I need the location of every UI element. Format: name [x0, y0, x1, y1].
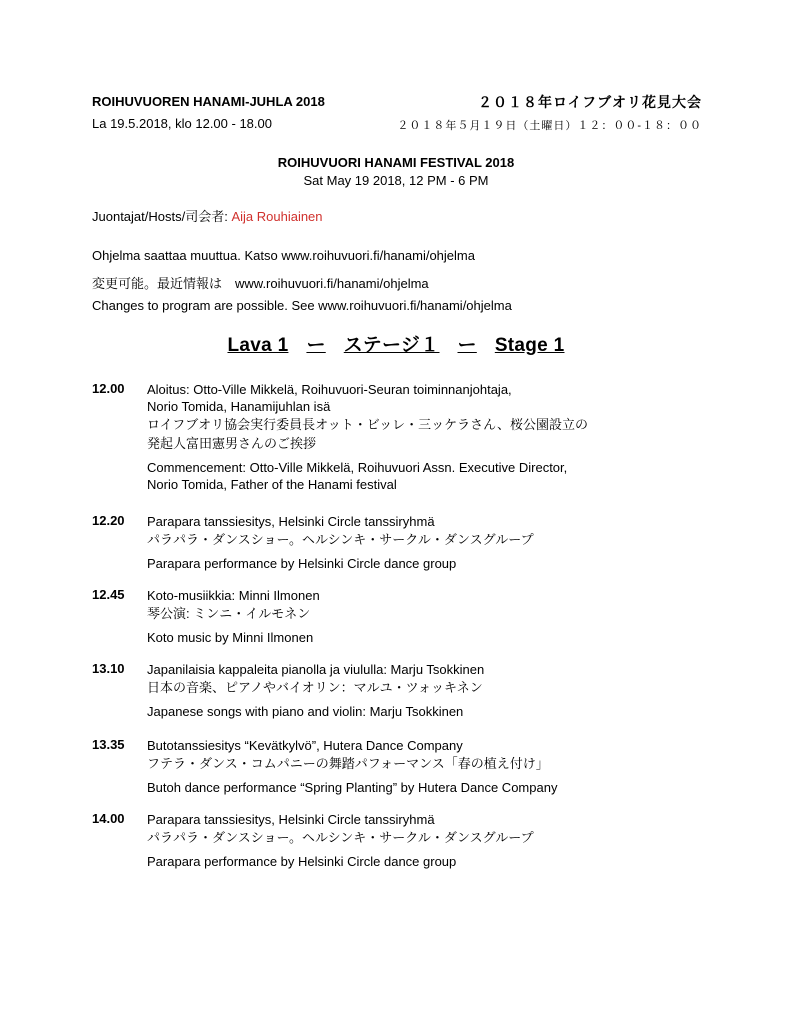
program-description	[147, 811, 732, 870]
festival-title: ROIHUVUORI HANAMI FESTIVAL 2018	[277, 155, 515, 170]
program-text-finnish: Japanilaisia kappaleita pianolla ja viululla: Marju Tsokkinen	[147, 662, 485, 677]
program-text-english: Norio Tomida, Father of the Hanami festival	[147, 477, 397, 492]
program-text-english: Parapara performance by Helsinki Circle dance group	[147, 854, 457, 869]
stage-heading-separator: ー	[457, 335, 477, 356]
program-text-finnish: Koto-musiikkia: Minni Ilmonen	[147, 588, 320, 603]
program-text-finnish: Norio Tomida, Hanamijuhlan isä	[147, 399, 331, 414]
program-text-finnish: Parapara tanssiesitys, Helsinki Circle tanssiryhmä	[147, 812, 435, 827]
info-finnish: Ohjelma saattaa muuttua. Katso www.roihuvuori.fi/hanami/ohjelma	[92, 248, 475, 263]
host-name: Aija Rouhiainen	[231, 209, 323, 224]
stage-heading-separator: ー	[306, 335, 326, 356]
header-right-date: ２０１８年５月１９日（土曜日）１２：００-１８：００	[397, 120, 702, 132]
header-left-date: La 19.5.2018, klo 12.00 - 18.00	[92, 116, 272, 131]
program-text-finnish: Parapara tanssiesitys, Helsinki Circle tanssiryhmä	[147, 514, 435, 529]
program-text-japanese: ロイフブオリ協会実行委員長オット・ビッレ・三ッケラさん、桜公園設立の	[147, 417, 588, 432]
header-left-title: ROIHUVUOREN HANAMI-JUHLA 2018	[92, 94, 325, 109]
program-text-finnish: Aloitus: Otto-Ville Mikkelä, Roihuvuori-Seuran toiminnanjohtaja,	[147, 382, 512, 397]
program-text-japanese: 琴公演: ミンニ・イルモネン	[147, 606, 311, 621]
program-text-japanese: パラパラ・ダンスショー。ヘルシンキ・サークル・ダンスグループ	[147, 532, 534, 547]
stage-heading-finnish: Lava 1	[227, 335, 289, 356]
hosts-line	[92, 206, 323, 225]
program-text-english: Japanese songs with piano and violin: Marju Tsokkinen	[147, 704, 464, 719]
program-description	[147, 661, 732, 720]
stage-heading	[0, 330, 792, 357]
program-text-japanese: フテラ・ダンス・コムパニーの舞踏パフォーマンス「春の植え付け」	[147, 756, 549, 771]
program-text-english: Butoh dance performance “Spring Planting” by Hutera Dance Company	[147, 780, 558, 795]
festival-date: Sat May 19 2018, 12 PM - 6 PM	[303, 173, 489, 188]
program-text-japanese: 日本の音楽、ピアノやバイオリン：マルユ・ツォッキネン	[147, 680, 483, 695]
program-description	[147, 587, 732, 646]
program-time: 13.35	[92, 737, 125, 752]
info-japanese: 変更可能。最近情報は www.roihuvuori.fi/hanami/ohjelma	[92, 276, 429, 291]
program-text-finnish: Butotanssiesitys “Kevätkylvö”, Hutera Dance Company	[147, 738, 463, 753]
program-description	[147, 737, 732, 796]
program-time: 14.00	[92, 811, 125, 826]
stage-heading-japanese: ステージ１	[343, 335, 440, 356]
program-text-japanese: 発起人富田憲男さんのご挨拶	[147, 436, 317, 451]
program-description	[147, 513, 732, 572]
hosts-label: Juontajat/Hosts/司会者:	[92, 209, 228, 224]
info-english: Changes to program are possible. See www.roihuvuori.fi/hanami/ohjelma	[92, 298, 512, 313]
stage-heading-english: Stage 1	[494, 335, 565, 356]
program-time: 12.00	[92, 381, 125, 396]
program-text-japanese: パラパラ・ダンスショー。ヘルシンキ・サークル・ダンスグループ	[147, 830, 534, 845]
program-time: 12.45	[92, 587, 125, 602]
program-text-english: Parapara performance by Helsinki Circle dance group	[147, 556, 457, 571]
program-text-english: Koto music by Minni Ilmonen	[147, 630, 314, 645]
program-description	[147, 381, 732, 493]
header-right-title: ２０１８年ロイフブオリ花見大会	[477, 94, 702, 110]
program-time: 13.10	[92, 661, 125, 676]
program-text-english: Commencement: Otto-Ville Mikkelä, Roihuvuori Assn. Executive Director,	[147, 460, 568, 475]
program-time: 12.20	[92, 513, 125, 528]
